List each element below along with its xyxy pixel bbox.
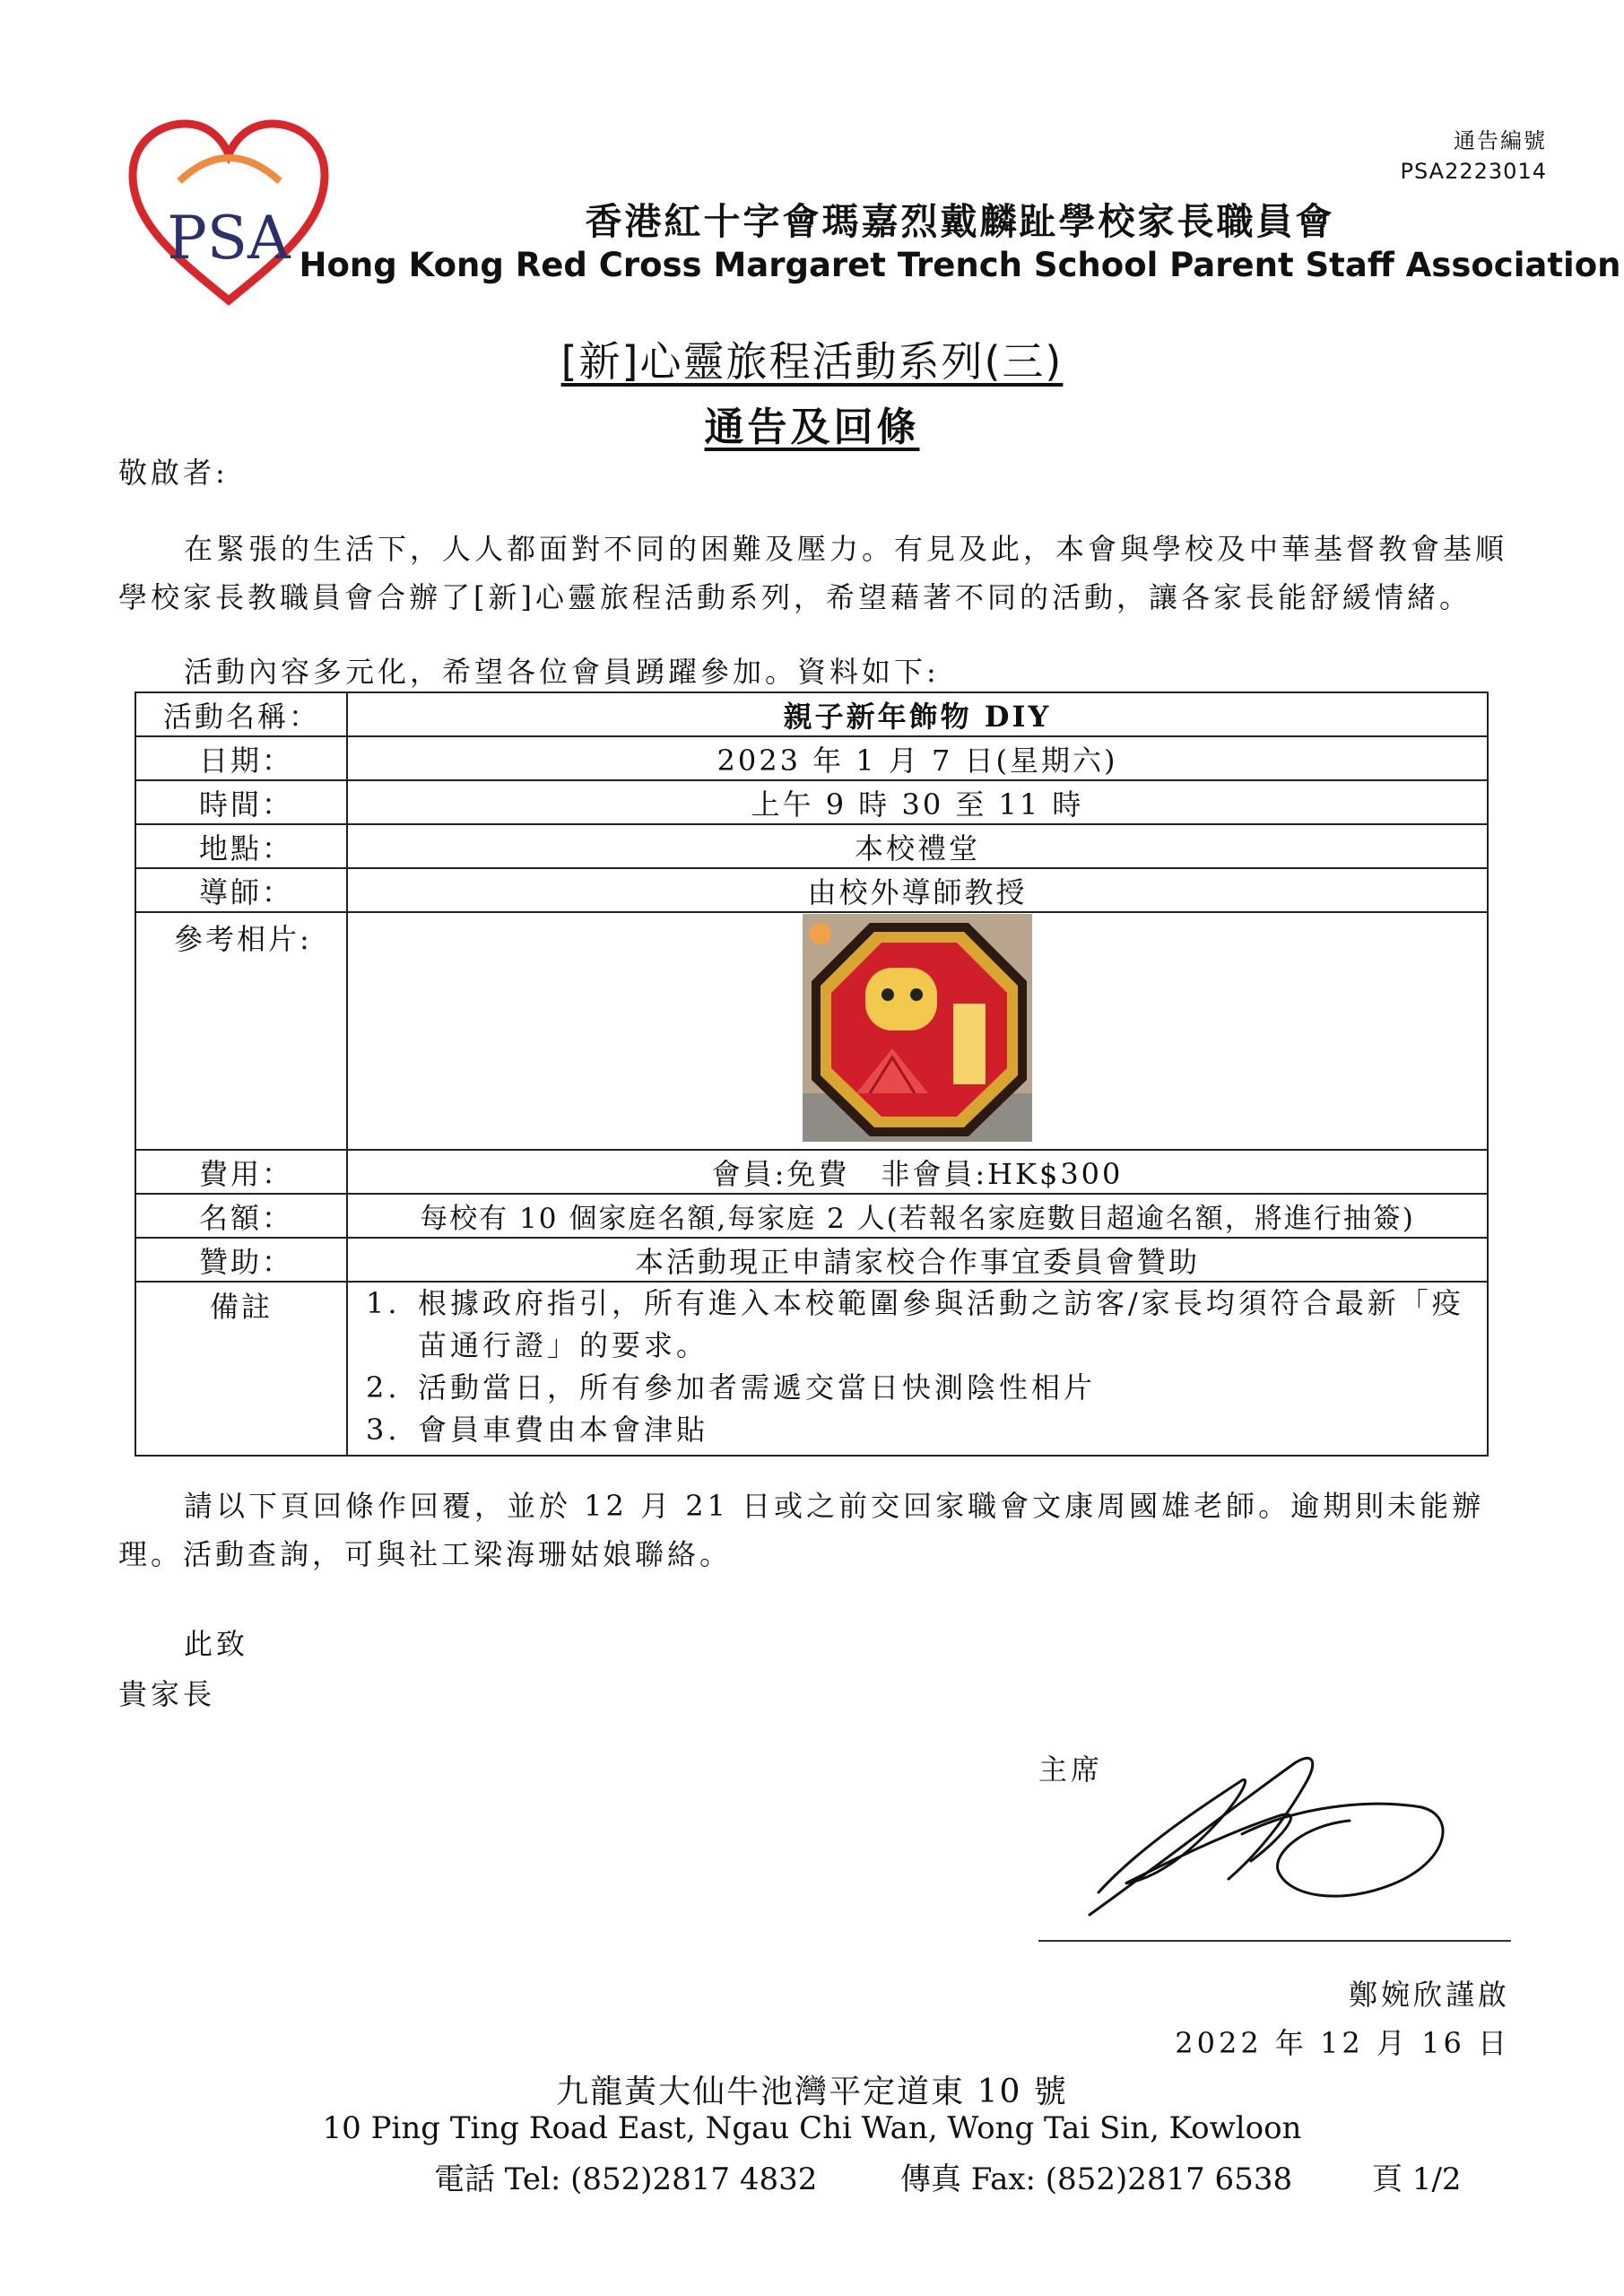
remark-number: 1. — [366, 1286, 401, 1320]
activity-info-table — [135, 691, 1489, 1457]
time-value: 上午 9 時 30 至 11 時 — [347, 780, 1488, 824]
fee-label: 費用： — [199, 1156, 294, 1191]
org-name-en: Hong Kong Red Cross Margaret Trench School Parent Staff Association — [299, 246, 1621, 284]
list-item — [348, 1283, 1487, 1367]
closing-line-1: 此致 — [184, 1627, 249, 1661]
venue-value: 本校禮堂 — [347, 824, 1488, 868]
remarks-label: 備註 — [210, 1290, 274, 1324]
tutor-label: 導師： — [199, 874, 294, 909]
telephone: 電話 Tel: (852)2817 4832 — [434, 2161, 818, 2197]
table-row — [135, 780, 1488, 824]
table-row — [135, 1282, 1488, 1456]
address-zh: 九龍黃大仙牛池灣平定道東 10 號 — [556, 2074, 1068, 2110]
table-row — [135, 824, 1488, 868]
reference-photo — [803, 914, 1032, 1142]
sponsor-value: 本活動現正申請家校合作事宜委員會贊助 — [347, 1238, 1488, 1282]
time-label: 時間： — [199, 787, 294, 822]
activity-name-label: 活動名稱： — [163, 699, 321, 734]
remark-text: 活動當日，所有參加者需遞交當日快測陰性相片 — [418, 1370, 1097, 1405]
photo-label: 參考相片: — [174, 922, 312, 956]
date-label: 日期： — [199, 743, 294, 778]
notice-date: 2022 年 12 月 16 日 — [1175, 2026, 1510, 2060]
closing-line-2: 貴家長 — [118, 1677, 216, 1711]
remark-text: 會員車費由本會津貼 — [418, 1413, 709, 1447]
list-item — [348, 1409, 1487, 1451]
fee-value: 會員:免費 非會員:HK$300 — [347, 1150, 1488, 1194]
list-item — [348, 1367, 1487, 1409]
table-row — [135, 868, 1488, 912]
page-number: 頁 1/2 — [1372, 2161, 1462, 2197]
venue-label: 地點： — [199, 831, 294, 865]
notice-number-label: 通告編號 — [1454, 128, 1547, 153]
activity-name-value: 親子新年飾物 DIY — [347, 692, 1488, 736]
details-intro: 活動內容多元化，希望各位會員踴躍參加。資料如下: — [184, 655, 940, 689]
intro-paragraph: 在緊張的生活下，人人都面對不同的困難及壓力。有見及此，本會與學校及中華基督教會基順學校家長教職員會合辦了[新]心靈旅程活動系列，希望藉著不同的活動，讓各家長能舒緩情緒。 — [118, 532, 1508, 614]
org-name-zh: 香港紅十字會瑪嘉烈戴麟趾學校家長職員會 — [585, 200, 1335, 243]
date-value: 2023 年 1 月 7 日(星期六) — [347, 736, 1488, 780]
notice-subtitle: 通告及回條 — [704, 404, 920, 450]
tutor-value: 由校外導師教授 — [347, 868, 1488, 912]
signature-line — [1038, 1940, 1511, 1942]
logo-text: PSA — [167, 204, 291, 273]
chairman-label: 主席 — [1038, 1752, 1104, 1787]
table-row — [135, 1238, 1488, 1282]
table-row — [135, 736, 1488, 780]
remarks-list — [348, 1283, 1487, 1455]
sponsor-label: 贊助： — [199, 1244, 294, 1279]
remark-number: 3. — [366, 1413, 401, 1447]
signer-name: 鄭婉欣謹啟 — [1348, 1978, 1510, 2012]
quota-label: 名額： — [199, 1200, 294, 1235]
remark-number: 2. — [366, 1370, 401, 1405]
table-row — [135, 1194, 1488, 1238]
handwritten-signature — [1072, 1735, 1466, 1933]
fax: 傳真 Fax: (852)2817 6538 — [900, 2161, 1293, 2197]
notice-number: PSA2223014 — [1400, 159, 1547, 184]
salutation: 敬啟者: — [118, 456, 229, 490]
table-row — [135, 692, 1488, 736]
quota-value: 每校有 10 個家庭名額,每家庭 2 人(若報名家庭數目超逾名額，將進行抽簽) — [347, 1194, 1488, 1238]
remark-text: 根據政府指引，所有進入本校範圍參與活動之訪客/家長均須符合最新「疫苗通行證」的要求。 — [418, 1286, 1464, 1362]
table-row — [135, 1150, 1488, 1194]
address-en: 10 Ping Ting Road East, Ngau Chi Wan, Wong Tai Sin, Kowloon — [322, 2110, 1302, 2146]
table-row — [135, 912, 1488, 1150]
notice-title: [新]心靈旅程活動系列(三) — [560, 337, 1064, 386]
reply-paragraph: 請以下頁回條作回覆，並於 12 月 21 日或之前交回家職會文康周國雄老師。逾期則未能辦理。活動查詢，可與社工梁海珊姑娘聯絡。 — [118, 1489, 1485, 1571]
